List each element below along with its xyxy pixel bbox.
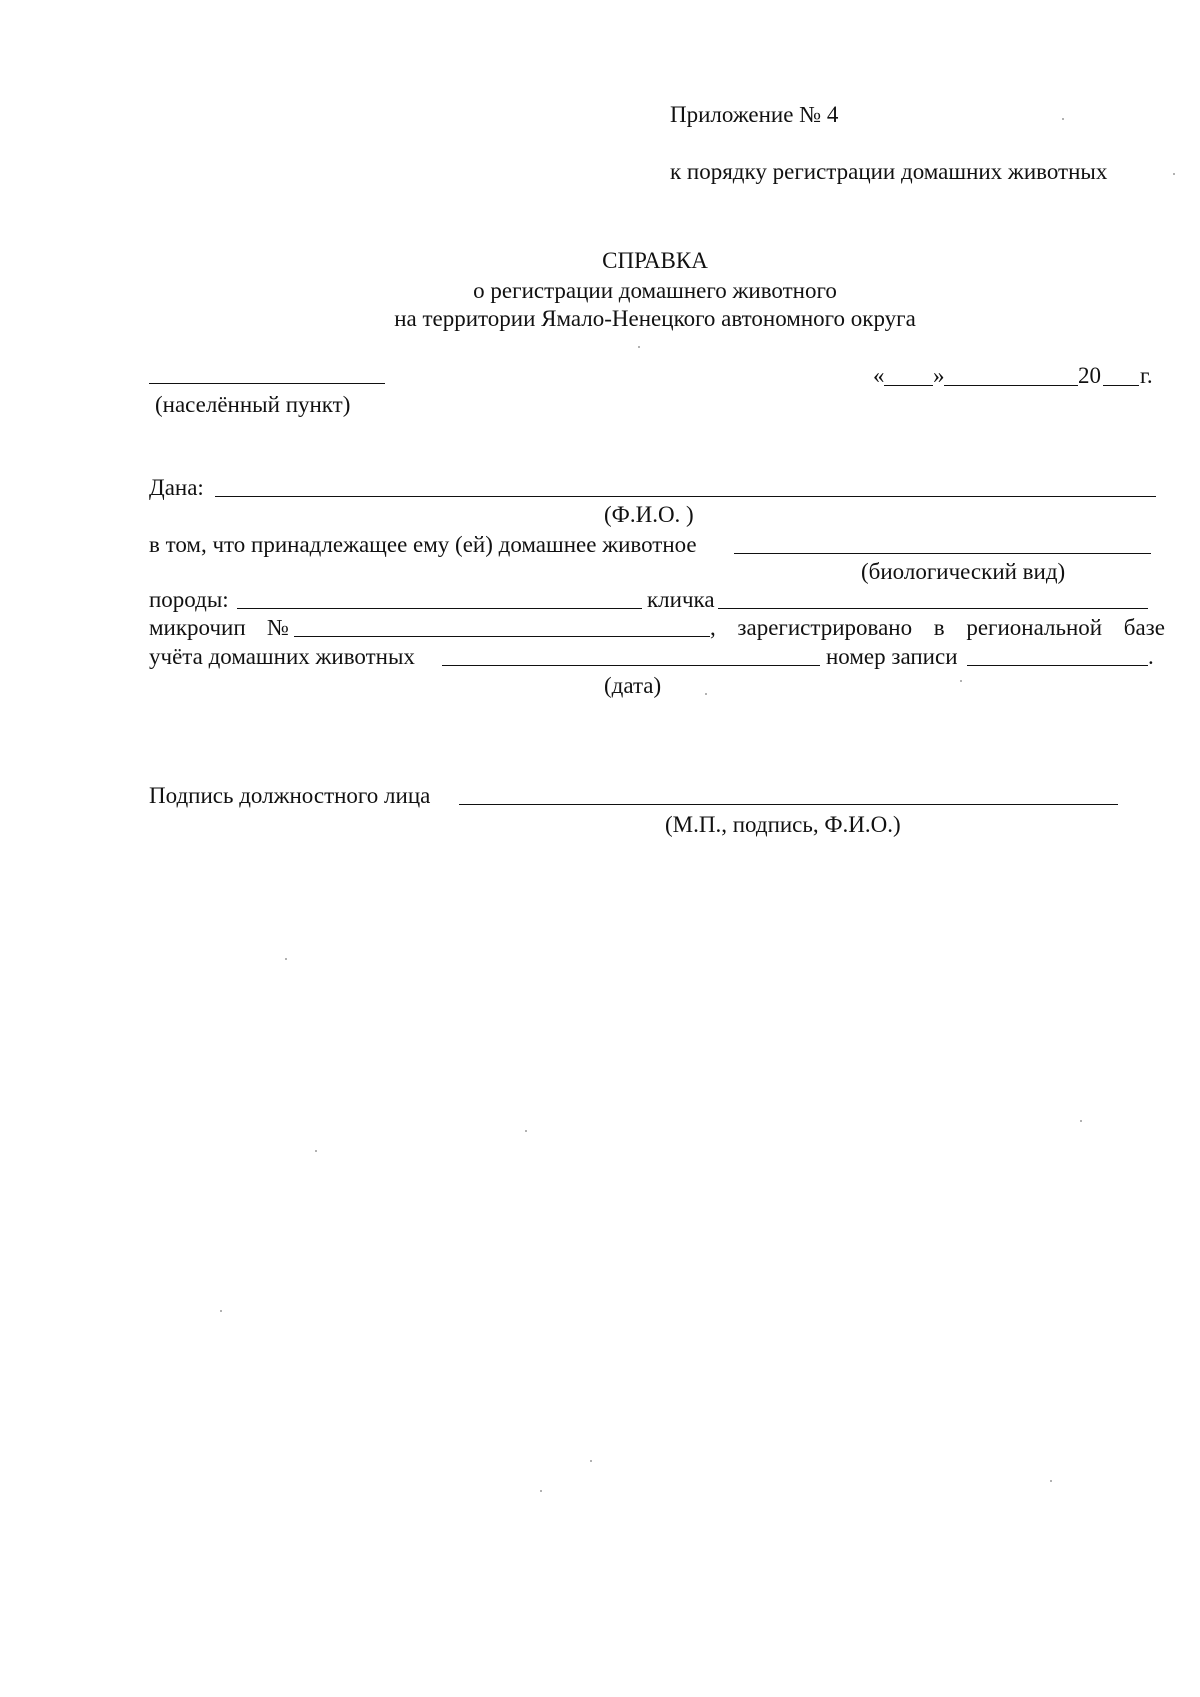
date-caption: (дата) (604, 673, 662, 698)
scan-speck (960, 680, 962, 682)
scan-speck (638, 346, 640, 348)
owner-text: в том, что принадлежащее ему (ей) домашнее животное (149, 532, 697, 557)
microchip-label: микрочип (149, 615, 246, 640)
species-caption: (биологический вид) (861, 559, 1066, 584)
date-year-prefix: 20 (1078, 363, 1101, 388)
scan-speck (1050, 1480, 1052, 1482)
nickname-field-line[interactable] (718, 608, 1148, 609)
scan-speck (1080, 1120, 1082, 1122)
date-month-field[interactable] (944, 385, 1078, 386)
document-subtitle-1: о регистрации домашнего животного (473, 278, 837, 303)
date-close-quote: » (933, 363, 945, 388)
fio-caption: (Ф.И.О. ) (604, 502, 694, 527)
record-period: . (1148, 644, 1154, 669)
date-year-field[interactable] (1103, 385, 1139, 386)
date-year-suffix: г. (1140, 363, 1153, 388)
scan-speck (540, 1490, 542, 1492)
scan-speck (1062, 118, 1064, 120)
document-title: СПРАВКА (602, 248, 708, 273)
fio-field-line[interactable] (215, 496, 1156, 497)
registration-date-field-line[interactable] (442, 665, 820, 666)
species-field-line[interactable] (734, 553, 1151, 554)
appendix-reference: к порядку регистрации домашних животных (670, 159, 1108, 184)
document-subtitle-2: на территории Ямало-Ненецкого автономного округа (394, 306, 916, 331)
scan-speck (1173, 173, 1175, 175)
record-number-field-line[interactable] (967, 665, 1148, 666)
microchip-field-line[interactable] (294, 636, 710, 637)
scan-speck (315, 1150, 317, 1152)
signature-label: Подпись должностного лица (149, 783, 431, 808)
nickname-label: кличка (647, 587, 715, 612)
date-day-field[interactable] (884, 385, 933, 386)
base-label: учёта домашних животных (149, 644, 415, 669)
appendix-number: Приложение № 4 (670, 102, 839, 127)
scan-speck (590, 1460, 592, 1462)
signature-caption: (М.П., подпись, Ф.И.О.) (665, 812, 901, 837)
microchip-number-sign: № (267, 615, 289, 640)
date-open-quote: « (873, 363, 885, 388)
scan-speck (705, 693, 707, 695)
scan-speck (220, 1310, 222, 1312)
scan-speck (525, 1130, 527, 1132)
scan-speck (285, 958, 287, 960)
place-field-line[interactable] (149, 383, 385, 384)
issued-to-label: Дана: (149, 475, 204, 500)
place-caption: (населённый пункт) (155, 392, 351, 417)
breed-label: породы: (149, 587, 229, 612)
registered-text: , зарегистрировано в региональной базе (710, 615, 1165, 640)
record-label: номер записи (826, 644, 958, 669)
breed-field-line[interactable] (237, 608, 642, 609)
signature-field-line[interactable] (459, 804, 1118, 805)
